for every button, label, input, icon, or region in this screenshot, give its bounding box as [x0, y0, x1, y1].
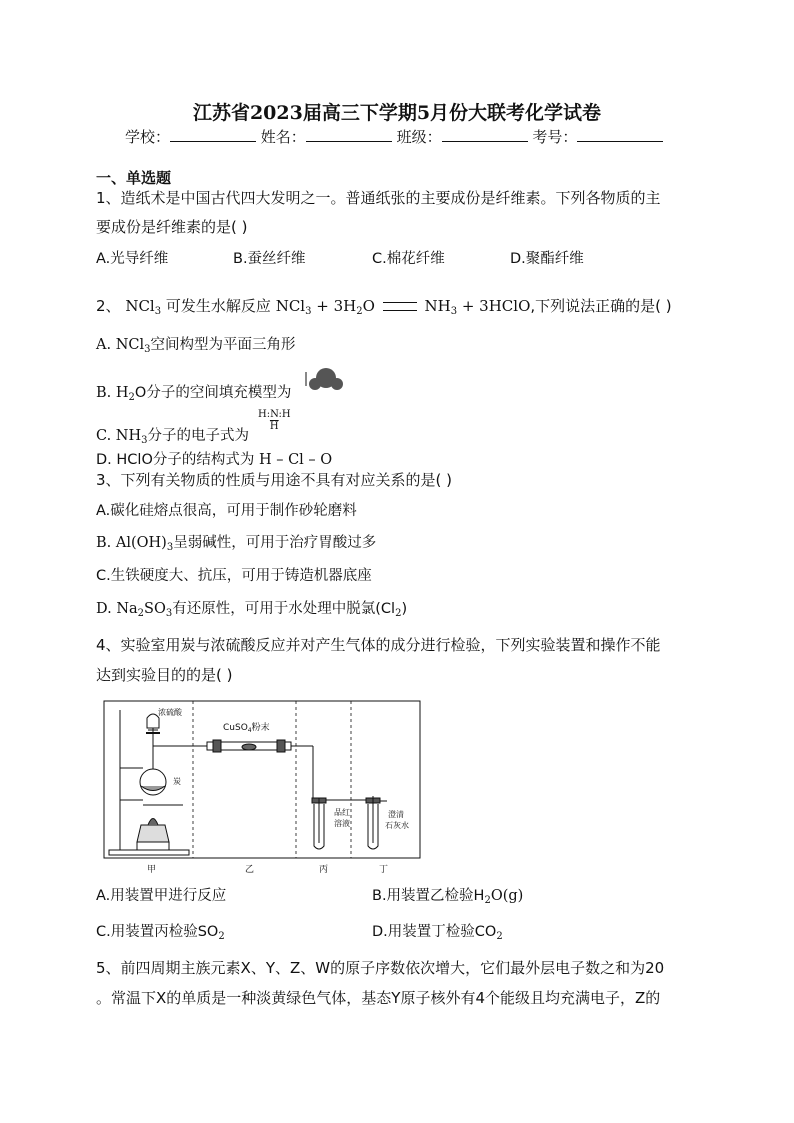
class-label: 班级： — [396, 128, 442, 146]
q1-option-d[interactable]: D.聚酯纤维 — [510, 251, 584, 267]
label-carbon: 炭 — [173, 777, 181, 786]
q2-option-d[interactable]: D. HClO分子的结构式为 H – Cl – O — [96, 452, 333, 468]
q4-option-a[interactable]: A.用装置甲进行反应 — [96, 888, 227, 904]
q1-stem-line1: 1、造纸术是中国古代四大发明之一。普通纸张的主要成份是纤维素。下列各物质的主 — [96, 189, 661, 207]
q2-option-b[interactable]: B. $H_2O$分子的空间填充模型为 — [96, 385, 292, 403]
label-fuchsin-1: 品红 — [334, 808, 350, 817]
q3-option-a[interactable]: A.碳化硅熔点很高，可用于制作砂轮磨料 — [96, 503, 357, 519]
q3-option-c[interactable]: C.生铁硬度大、抗压，可用于铸造机器底座 — [96, 568, 372, 584]
label-limewater-2: 石灰水 — [385, 821, 409, 830]
q2-stem: 2、 NCl$_3$ 可发生水解反应 $NCl_3 + 3H_2O$ $NH_3$ + 3HClO,下列说法正确的是( ) — [96, 297, 672, 317]
q4-option-b[interactable]: B.用装置乙检验$H_2O(g)$ — [372, 888, 524, 906]
nh3-electron-formula: H:N:H $\overline{H}$ — [258, 409, 291, 432]
school-label: 学校： — [125, 128, 171, 146]
q1-option-b[interactable]: B.蚕丝纤维 — [233, 251, 306, 267]
name-blank[interactable] — [306, 127, 392, 142]
name-label: 姓名： — [260, 128, 306, 146]
exam-title: 江苏省2023届高三下学期5月份大联考化学试卷 — [192, 102, 602, 124]
label-limewater-1: 澄清 — [388, 810, 404, 819]
label-bing: 丙 — [319, 865, 329, 875]
water-space-filling-model-icon — [304, 364, 344, 394]
q3-option-b[interactable]: B. $Al(OH)_3$呈弱碱性，可用于治疗胃酸过多 — [96, 535, 377, 553]
q5-stem-line2: 。常温下X的单质是一种淡黄绿色气体，基态Y原子核外有4个能级且均充满电子，Z的 — [96, 989, 661, 1007]
apparatus-figure — [103, 700, 421, 878]
q4-option-c[interactable]: C.用装置丙检验$SO_2$ — [96, 924, 225, 942]
q4-stem-line2: 达到实验目的的是( ) — [96, 666, 233, 684]
label-fuchsin-2: 溶液 — [334, 819, 350, 828]
cuso4-tube — [191, 740, 313, 802]
class-blank[interactable] — [442, 127, 528, 142]
school-blank[interactable] — [170, 127, 256, 142]
q2-option-a[interactable]: A. NCl$_3$空间构型为平面三角形 — [96, 337, 296, 355]
section-title: 一、单选题 — [96, 169, 172, 187]
q1-option-a[interactable]: A.光导纤维 — [96, 251, 169, 267]
label-ding: 丁 — [379, 865, 389, 875]
q1-option-c[interactable]: C.棉花纤维 — [372, 251, 445, 267]
id-blank[interactable] — [577, 127, 663, 142]
student-info-line — [125, 126, 663, 147]
id-label: 考号： — [532, 128, 578, 146]
label-jia: 甲 — [147, 865, 157, 875]
q4-option-d[interactable]: D.用装置丁检验$CO_2$ — [372, 924, 503, 942]
label-yi: 乙 — [245, 865, 255, 875]
label-cuso4: CuSO$_4$粉末 — [223, 723, 270, 734]
label-conc-acid: 浓硫酸 — [158, 708, 182, 717]
q2-option-c[interactable]: C. $NH_3$分子的电子式为 — [96, 428, 250, 446]
q3-stem: 3、下列有关物质的性质与用途不具有对应关系的是( ) — [96, 471, 453, 489]
q3-option-d[interactable]: D. $Na_2SO_3$有还原性，可用于水处理中脱氯$(Cl_2)$ — [96, 601, 408, 619]
test-tube-ding — [366, 798, 387, 849]
equals-sign — [383, 302, 417, 311]
q1-stem-line2: 要成份是纤维素的是( ) — [96, 218, 248, 236]
q5-stem-line1: 5、前四周期主族元素X、Y、Z、W的原子序数依次增大，它们最外层电子数之和为20 — [96, 959, 665, 977]
q4-stem-line1: 4、实验室用炭与浓硫酸反应并对产生气体的成分进行检验，下列实验装置和操作不能 — [96, 636, 661, 654]
